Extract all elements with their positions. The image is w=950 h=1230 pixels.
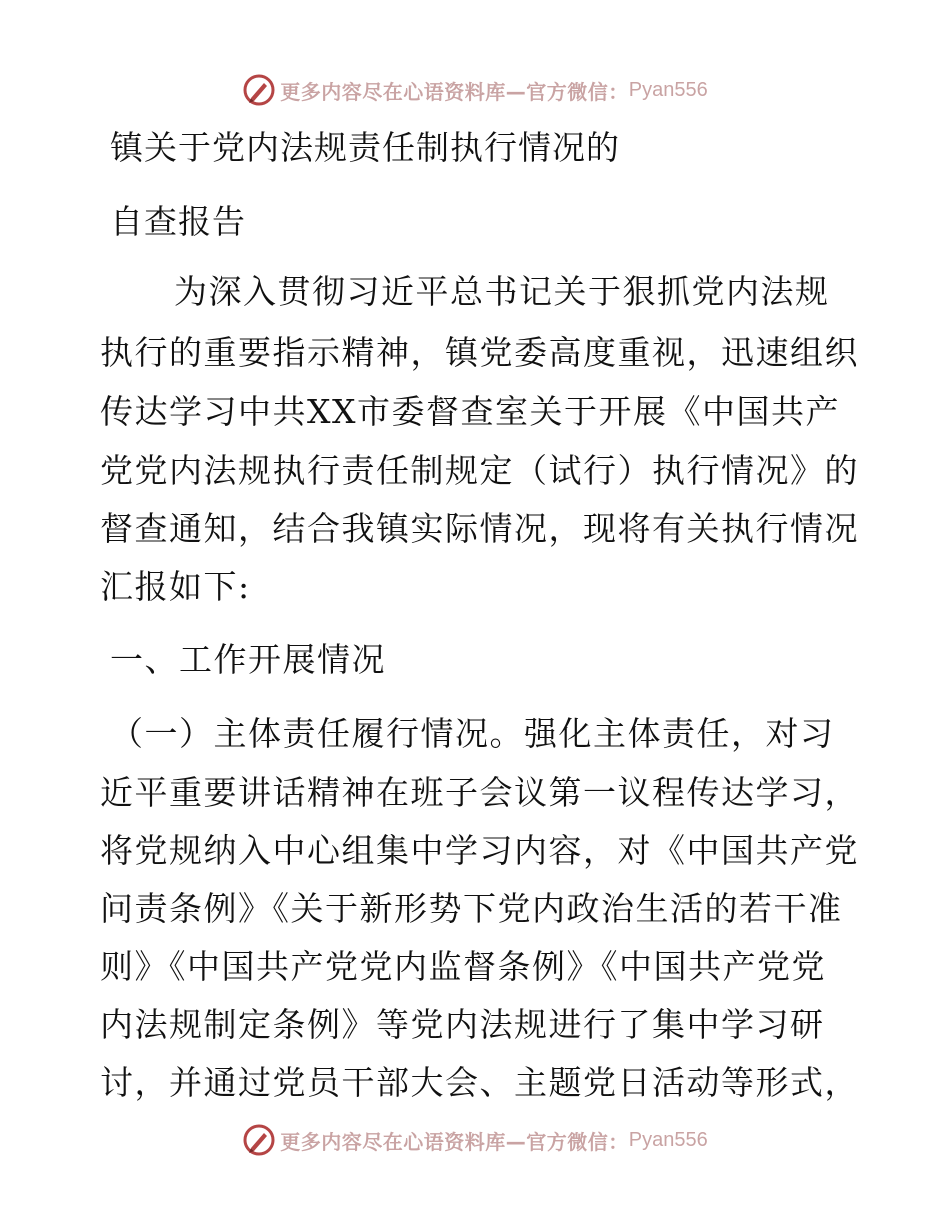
paragraph-2-line-3: 将党规纳入中心组集中学习内容，对《中国共产党 (100, 831, 859, 870)
pen-logo-icon (242, 73, 276, 107)
paragraph-2-line-4: 问责条例》《关于新形势下党内政治生活的若干准 (100, 889, 843, 928)
watermark-banner-bottom (0, 1118, 950, 1162)
paragraph-2-line-1: （一）主体责任履行情况。强化主体责任，对习 (110, 714, 835, 753)
paragraph-2-line-5: 则》《中国共产党党内监督条例》《中国共产党党 (100, 947, 826, 986)
section-1-heading: 一、工作开展情况 (110, 640, 386, 679)
paragraph-1-line-3: 传达学习中共XX市委督查室关于开展《中国共产 (100, 392, 840, 431)
pen-logo-icon (242, 1123, 276, 1157)
paragraph-1-line-4: 党党内法规执行责任制规定（试行）执行情况》的 (100, 451, 859, 490)
paragraph-2-line-7: 讨，并通过党员干部大会、主题党日活动等形式， (100, 1063, 859, 1102)
document-title-line-1: 镇关于党内法规责任制执行情况的 (110, 128, 620, 167)
watermark-text: 更多内容尽在心语资料库—官方微信： (280, 79, 629, 104)
watermark-wechat-id: Pyan556 (628, 1128, 708, 1151)
paragraph-1-line-5: 督查通知，结合我镇实际情况，现将有关执行情况 (100, 509, 859, 548)
watermark-banner-top (0, 68, 950, 112)
watermark-wechat-id: Pyan556 (628, 78, 708, 101)
paragraph-1-line-6: 汇报如下: (100, 567, 251, 606)
document-title-line-2: 自查报告 (110, 202, 246, 241)
paragraph-1-line-2: 执行的重要指示精神，镇党委高度重视，迅速组织 (100, 333, 859, 372)
watermark-text: 更多内容尽在心语资料库—官方微信： (280, 1129, 629, 1154)
paragraph-2-line-6: 内法规制定条例》等党内法规进行了集中学习研 (100, 1005, 825, 1044)
paragraph-1-line-1: 为深入贯彻习近平总书记关于狠抓党内法规 (174, 272, 830, 311)
paragraph-2-line-2: 近平重要讲话精神在班子会议第一议程传达学习， (100, 773, 859, 812)
